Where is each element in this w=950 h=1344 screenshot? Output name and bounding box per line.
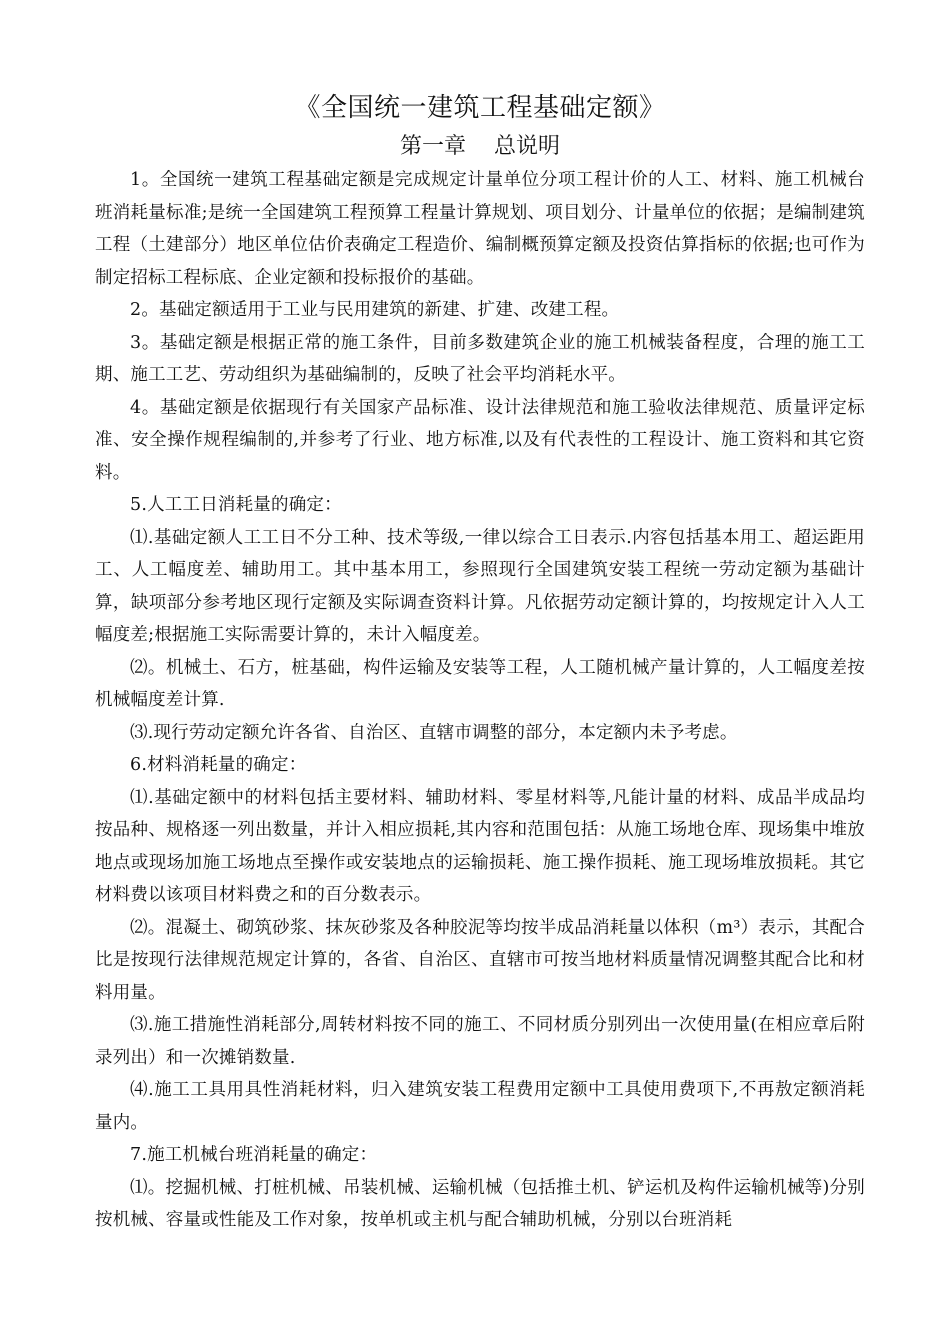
section-6-item-3: ⑶.施工措施性消耗部分,周转材料按不同的施工、不同材质分别列出一次使用量(在相应章后附录列出）和一次摊销数量. [95,1015,865,1068]
section-5-item-3: ⑶.现行劳动定额允许各省、自治区、直辖市调整的部分，本定额内未予考虑。 [130,722,738,743]
document-body [95,164,865,1237]
section-6-heading: 6.材料消耗量的确定： [130,755,307,775]
paragraph-3: 3。基础定额是根据正常的施工条件，目前多数建筑企业的施工机械装备程度，合理的施工工期、施工工艺、劳动组织为基础编制的，反映了社会平均消耗水平。 [95,332,865,385]
section-5-item-2: ⑵。机械土、石方，桩基础，构件运输及安装等工程，人工随机械产量计算的，人工幅度差按机械幅度差计算. [95,657,865,710]
paragraph-4: 4。基础定额是依据现行有关国家产品标准、设计法律规范和施工验收法律规范、质量评定标准、安全操作规程编制的,并参考了行业、地方标准,以及有代表性的工程设计、施工资料和其它资料。 [95,397,865,483]
section-5-item-1: ⑴.基础定额人工工日不分工种、技术等级,一律以综合工日表示.内容包括基本用工、超运距用工、人工幅度差、辅助用工。其中基本用工，参照现行全国建筑安装工程统一劳动定额为基础计算，缺项部分参考地区现行定额及实际调查资料计算。凡依据劳动定额计算的，均按规定计入人工幅度差;根据施工实际需要计算的，未计入幅度差。 [95,527,865,645]
document-page [95,88,865,1237]
section-7-heading: 7.施工机械台班消耗量的确定： [130,1145,378,1165]
paragraph-1: 1。全国统一建筑工程基础定额是完成规定计量单位分项工程计价的人工、材料、施工机械台班消耗量标准;是统一全国建筑工程预算工程量计算规划、项目划分、计量单位的依据；是编制建筑工程（土建部分）地区单位估价表确定工程造价、编制概预算定额及投资估算指标的依据;也可作为制定招标工程标底、企业定额和投标报价的基础。 [95,170,865,288]
paragraph-2: 2。基础定额适用于工业与民用建筑的新建、扩建、改建工程。 [130,300,620,320]
section-6-item-1: ⑴.基础定额中的材料包括主要材料、辅助材料、零星材料等,凡能计量的材料、成品半成品均按品种、规格逐一列出数量，并计入相应损耗,其内容和范围包括：从施工场地仓库、现场集中堆放地点或现场加施工场地点至操作或安装地点的运输损耗、施工操作损耗、施工现场堆放损耗。其它材料费以该项目材料费之和的百分数表示。 [95,787,865,905]
section-6-item-2: ⑵。混凝土、砌筑砂浆、抹灰砂浆及各种胶泥等均按半成品消耗量以体积（m³）表示，其配合比是按现行法律规范规定计算的，各省、自治区、直辖市可按当地材料质量情况调整其配合比和材料用量。 [95,917,865,1003]
chapter-name: 总说明 [494,134,561,159]
section-7-item-1: ⑴。挖掘机械、打桩机械、吊装机械、运输机械（包括推土机、铲运机及构件运输机械等)分别按机械、容量或性能及工作对象，按单机或主机与配合辅助机械，分别以台班消耗 [95,1177,865,1230]
chapter-number: 第一章 [399,134,466,159]
section-6-item-4: ⑷.施工工具用具性消耗材料，归入建筑安装工程费用定额中工具使用费项下,不再敖定额消耗量内。 [95,1080,865,1133]
document-title: 《全国统一建筑工程基础定额》 [294,93,666,123]
section-5-heading: 5.人工工日消耗量的确定： [130,495,342,515]
chapter-heading [95,130,865,164]
